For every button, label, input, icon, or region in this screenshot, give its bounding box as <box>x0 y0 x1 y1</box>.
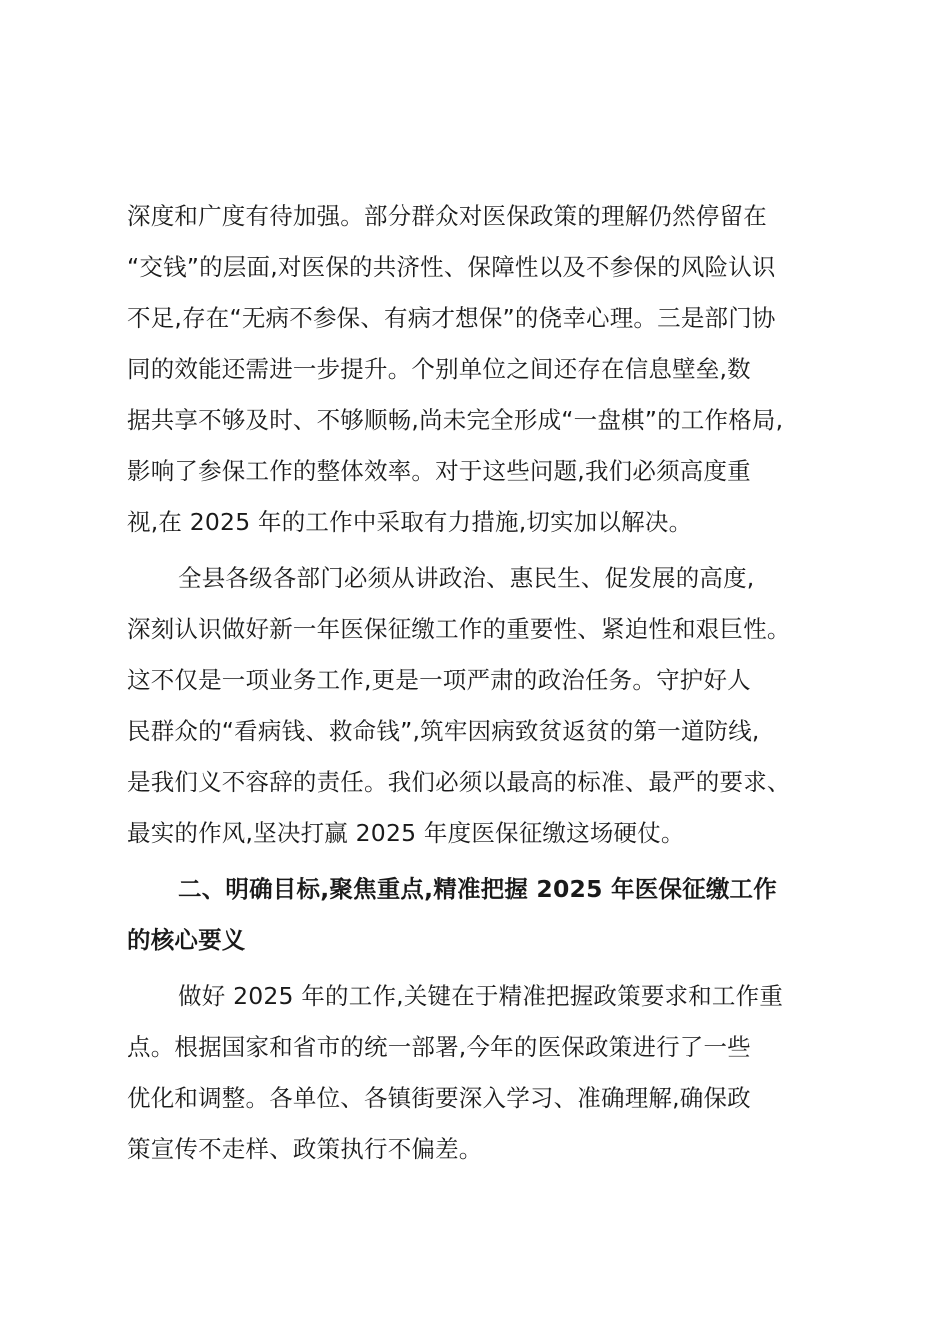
text-line: 做好 2025 年的工作,关键在于精准把握政策要求和工作重 <box>178 982 784 1010</box>
text-line: 据共享不够及时、不够顺畅,尚未完全形成“一盘棋”的工作格局, <box>127 406 784 434</box>
text-line: 点。根据国家和省市的统一部署,今年的医保政策进行了一些 <box>127 1033 751 1061</box>
text-line: 同的效能还需进一步提升。个别单位之间还存在信息壁垒,数 <box>127 355 751 383</box>
text-line: 深度和广度有待加强。部分群众对医保政策的理解仍然停留在 <box>127 202 767 230</box>
text-line: 这不仅是一项业务工作,更是一项严肃的政治任务。守护好人 <box>127 666 751 694</box>
text-line: 最实的作风,坚决打赢 2025 年度医保征缴这场硬仗。 <box>127 819 685 847</box>
text-line: 不足,存在“无病不参保、有病才想保”的侥幸心理。三是部门协 <box>127 304 776 332</box>
text-line: 优化和调整。各单位、各镇街要深入学习、准确理解,确保政 <box>127 1084 751 1112</box>
text-line: 深刻认识做好新一年医保征缴工作的重要性、紧迫性和艰巨性。 <box>127 615 791 643</box>
document-body <box>127 191 827 1175</box>
section-heading <box>127 864 827 966</box>
text-line: 民群众的“看病钱、救命钱”,筑牢因病致贫返贫的第一道防线, <box>127 717 760 745</box>
paragraph-1 <box>127 191 827 548</box>
text-line: 是我们义不容辞的责任。我们必须以最高的标准、最严的要求、 <box>127 768 791 796</box>
text-line: 视,在 2025 年的工作中采取有力措施,切实加以解决。 <box>127 508 693 536</box>
heading-line: 的核心要义 <box>127 926 246 954</box>
text-line: 全县各级各部门必须从讲政治、惠民生、促发展的高度, <box>178 564 755 592</box>
text-line: 策宣传不走样、政策执行不偏差。 <box>127 1135 483 1163</box>
paragraph-2 <box>127 553 827 859</box>
heading-line: 二、明确目标,聚焦重点,精准把握 2025 年医保征缴工作 <box>178 875 777 903</box>
paragraph-3 <box>127 971 827 1175</box>
text-line: “交钱”的层面,对医保的共济性、保障性以及不参保的风险认识 <box>127 253 776 281</box>
text-line: 影响了参保工作的整体效率。对于这些问题,我们必须高度重 <box>127 457 751 485</box>
